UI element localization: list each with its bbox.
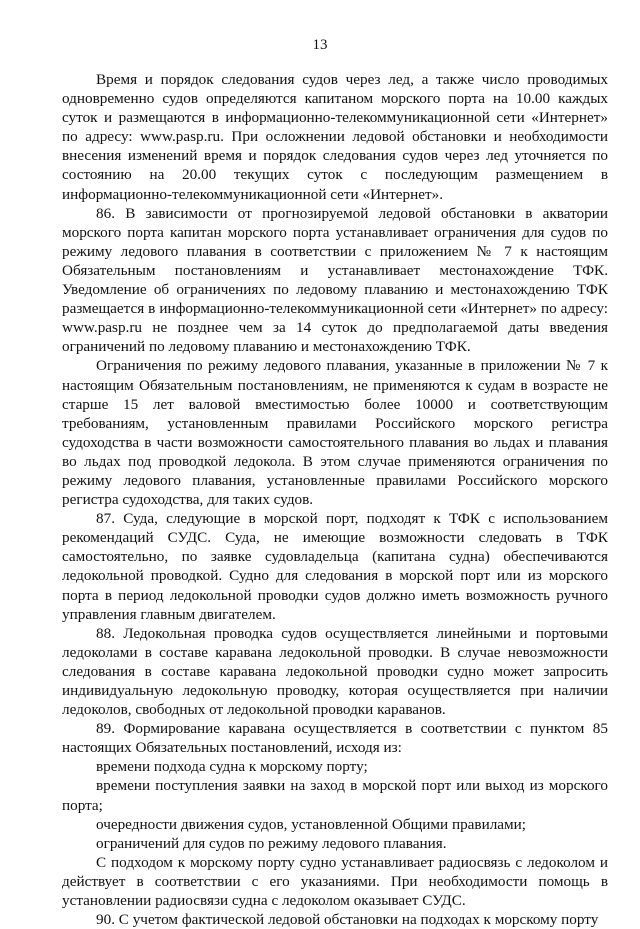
list-item-ice-restrictions: ограничений для судов по режиму ледового плавания. <box>96 834 447 852</box>
paragraph-88: 88. Ледокольная проводка судов осуществляется линейными и портовыми ледоколами в составе каравана ледокольной проводки. В случае невозможности следования в составе каравана ледокольной проводки судно может запросить индивидуальную ледокольную проводку, которая осуществляется при наличии ледоколов, свободных от ледокольной проводки караванов. <box>62 624 608 719</box>
paragraph-87: 87. Суда, следующие в морской порт, подходят к ТФК с использованием рекомендаций СУДС. Суда, не имеющие возможности следовать в ТФК самостоятельно, по заявке судовладельца (капитана судна) обеспечиваются ледокольной проводкой. Судно для следования в морской порт или из морского порта в период ледокольной проводки судов должно иметь возможность ручного управления главным двигателем. <box>62 510 608 623</box>
paragraph-90: 90. С учетом фактической ледовой обстановки на подходах к морскому порту <box>96 911 599 929</box>
list-item-arrival-time: времени подхода судна к морскому порту; <box>96 758 368 776</box>
paragraph-86: 86. В зависимости от прогнозируемой ледовой обстановки в акватории морского порта капитан морского порта устанавливает ограничения для судов по режиму ледового плавания в соответствии с приложением № 7 к настоящим Обязательным постановлениям и устанавливает местонахождение ТФК. Уведомление об ограничениях по ледовому плаванию и местонахождению ТФК размещается в информационно-телекоммуникационной сети «Интернет» по адресу: www.pasp.ru не позднее чем за 14 суток до предполагаемой даты введения ограничений по ледовому плаванию и местонахождению ТФК. <box>62 204 608 356</box>
paragraph-ice-restrictions-exemption: Ограничения по режиму ледового плавания, указанные в приложении № 7 к настоящим Обязательным постановлениям, не применяются к судам в возрасте не старше 15 лет валовой вместимостью более 10000 и соответствующим требованиям, установленным правилами Российского морского регистра судоходства в части возможности самостоятельного плавания во льдах и плавания во льдах под проводкой ледокола. В этом случае применяются ограничения по режиму ледового плавания, установленные правилами Российского морского регистра судоходства, для таких судов. <box>62 357 608 509</box>
paragraph-radio-contact: С подходом к морскому порту судно устанавливает радиосвязь с ледоколом и действует в соответствии с его указаниями. При необходимости помощь в установлении радиосвязи судна с ледоколом оказывает СУДС. <box>62 853 608 910</box>
paragraph-ice-passage-time: Время и порядок следования судов через лед, а также число проводимых одновременно судов определяются капитаном морского порта на 10.00 каждых суток и размещаются в информационно-телекоммуникационной сети «Интернет» по адресу: www.pasp.ru. При осложнении ледовой обстановки и необходимости внесения изменений время и порядок следования судов через лед уточняется по состоянию на 20.00 текущих суток с последующим размещением в информационно-телекоммуникационной сети «Интернет». <box>62 71 608 203</box>
paragraph-89: 89. Формирование каравана осуществляется в соответствии с пунктом 85 настоящих Обязательных постановлений, исходя из: <box>62 720 608 757</box>
list-item-request-time: времени поступления заявки на заход в морской порт или выход из морского порта; <box>62 777 608 814</box>
document-body <box>62 70 608 929</box>
page-number: 13 <box>312 37 328 53</box>
list-item-traffic-order: очередности движения судов, установленной Общими правилами; <box>96 815 526 833</box>
